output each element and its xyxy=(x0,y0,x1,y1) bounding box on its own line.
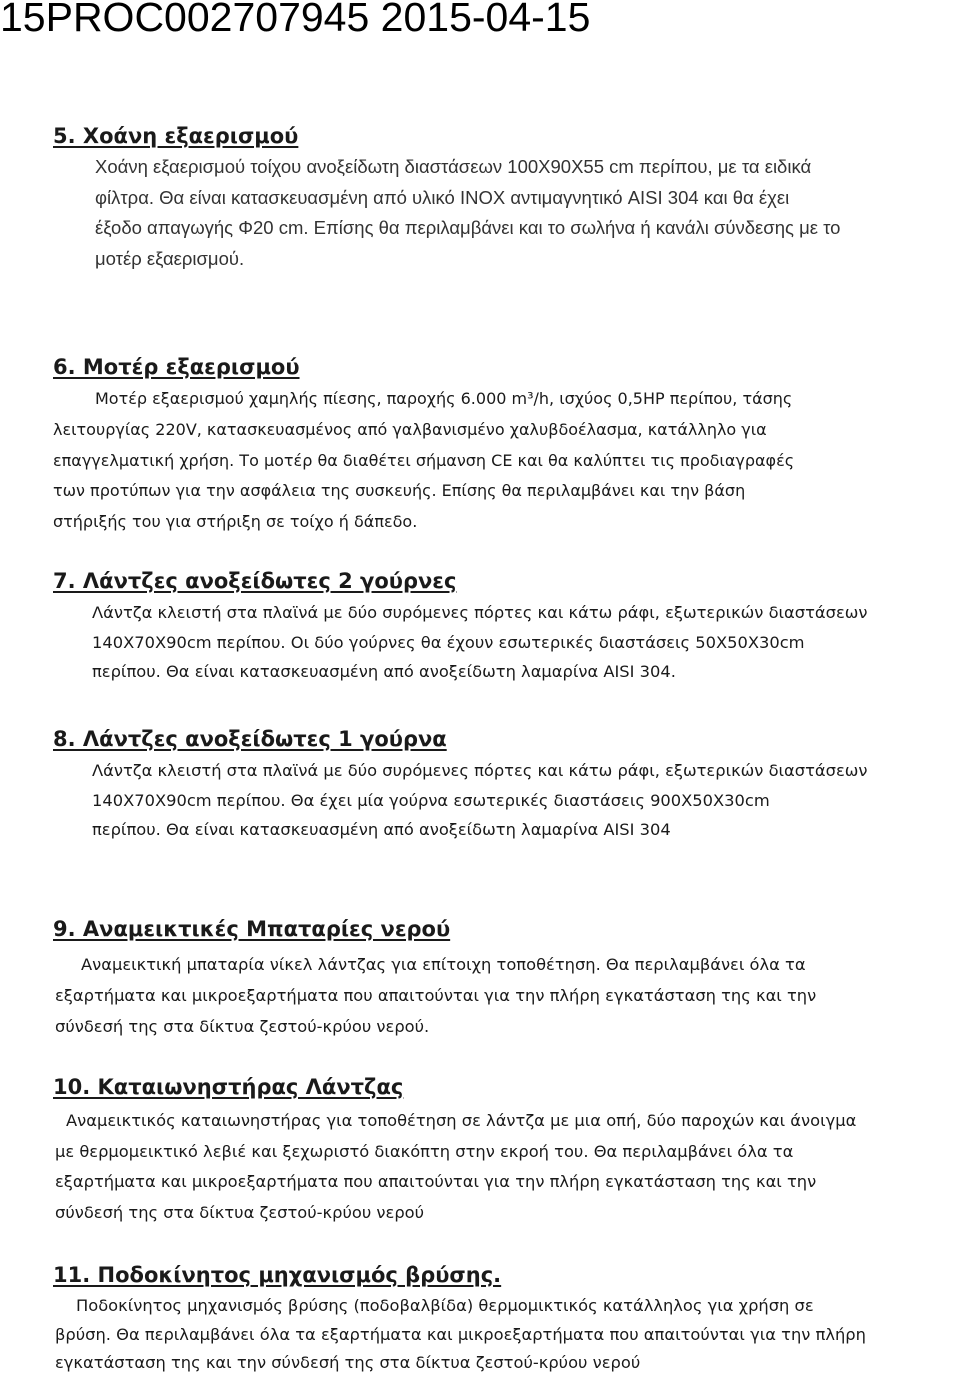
section-heading: 11. Ποδοκίνητος μηχανισμός βρύσης. xyxy=(53,1263,502,1287)
text-line: Λάντζα κλειστή στα πλαϊνά με δύο συρόμενες πόρτες και κάτω ράφι, εξωτερικών διαστάσεων xyxy=(92,761,868,780)
text-line: λειτουργίας 220V, κατασκευασμένος από γαλβανισμένο χαλυβδοέλασμα, κατάλληλο για xyxy=(53,419,767,439)
section-body xyxy=(92,756,952,845)
section-body xyxy=(55,949,935,1042)
document-id-header: 15PROC002707945 2015-04-15 xyxy=(0,0,591,40)
text-line: 140Χ70Χ90cm περίπου. Θα έχει μία γούρνα εσωτερικές διαστάσεις 900Χ50Χ30cm xyxy=(92,790,770,810)
section-body xyxy=(95,152,925,274)
section-body xyxy=(55,1292,950,1378)
text-line: Λάντζα κλειστή στα πλαϊνά με δύο συρόμενες πόρτες και κάτω ράφι, εξωτερικών διαστάσεων xyxy=(92,603,868,622)
section-heading: 7. Λάντζες ανοξείδωτες 2 γούρνες xyxy=(53,569,457,593)
text-line: εγκατάσταση της και την σύνδεσή της στα δίκτυα ζεστού-κρύου νερού xyxy=(55,1353,641,1372)
text-line: περίπου. Θα είναι κατασκευασμένη από ανοξείδωτη λαμαρίνα AISI 304. xyxy=(92,662,676,681)
text-line: εξαρτήματα και μικροεξαρτήματα που απαιτούνται για την πλήρη εγκατάσταση της και την xyxy=(55,1172,817,1191)
text-line: Μοτέρ εξαερισμού χαμηλής πίεσης, παροχής 6.000 m³/h, ισχύος 0,5HP περίπου, τάσης xyxy=(95,389,793,408)
section-heading: 8. Λάντζες ανοξείδωτες 1 γούρνα xyxy=(53,727,447,751)
section-body xyxy=(53,384,945,538)
section-heading: 6. Μοτέρ εξαερισμού xyxy=(53,355,300,379)
text-line: σύνδεσή της στα δίκτυα ζεστού-κρύου νερού xyxy=(55,1202,425,1222)
section-heading: 5. Χοάνη εξαερισμού xyxy=(53,124,299,148)
section-heading: 9. Αναμεικτικές Μπαταρίες νερού xyxy=(53,917,451,941)
text-line: Αναμεικτικός καταιωνηστήρας για τοποθέτηση σε λάντζα με μια οπή, δύο παροχών και άνοιγμα xyxy=(66,1111,857,1130)
text-line: Αναμεικτική μπαταρία νίκελ λάντζας για επίτοιχη τοποθέτηση. Θα περιλαμβάνει όλα τα xyxy=(81,955,806,974)
text-line: σύνδεσή της στα δίκτυα ζεστού-κρύου νερού. xyxy=(55,1017,430,1036)
section-body xyxy=(55,1106,950,1228)
text-line: φίλτρα. Θα είναι κατασκευασμένη από υλικό INOX αντιμαγνητικό AISI 304 και θα έχει xyxy=(95,186,790,208)
text-line: των προτύπων για την ασφάλεια της συσκευής. Επίσης θα περιλαμβάνει και την βάση xyxy=(53,481,746,501)
text-line: εξαρτήματα και μικροεξαρτήματα που απαιτούνται για την πλήρη εγκατάσταση της και την xyxy=(55,986,817,1005)
text-line: βρύση. Θα περιλαμβάνει όλα τα εξαρτήματα και μικροεξαρτήματα που απαιτούνται για την πλήρη xyxy=(55,1324,866,1344)
text-line: μοτέρ εξαερισμού. xyxy=(95,247,245,269)
section-body xyxy=(92,598,952,687)
text-line: περίπου. Θα είναι κατασκευασμένη από ανοξείδωτη λαμαρίνα AISI 304 xyxy=(92,820,671,839)
text-line: Ποδοκίνητος μηχανισμός βρύσης (ποδοβαλβίδα) θερμομικτικός κατάλληλος για χρήση σε xyxy=(76,1296,814,1315)
text-line: στήριξής του για στήριξη σε τοίχο ή δάπεδο. xyxy=(53,512,418,532)
section-heading: 10. Καταιωνηστήρας Λάντζας xyxy=(53,1075,404,1099)
text-line: Χοάνη εξαερισμού τοίχου ανοξείδωτη διαστάσεων 100Χ90Χ55 cm περίπου, με τα ειδικά xyxy=(95,156,812,177)
text-line: 140Χ70Χ90cm περίπου. Οι δύο γούρνες θα έχουν εσωτερικές διαστάσεις 50Χ50Χ30cm xyxy=(92,632,805,652)
text-line: επαγγελματική χρήση. Το μοτέρ θα διαθέτει σήμανση CE και θα καλύπτει τις προδιαγραφές xyxy=(53,450,795,470)
text-line: με θερμομεικτικό λεβιέ και ξεχωριστό διακόπτη στην εκροή του. Θα περιλαμβάνει όλα τα xyxy=(55,1141,794,1161)
text-line: έξοδο απαγωγής Φ20 cm. Επίσης θα περιλαμβάνει και το σωλήνα ή κανάλι σύνδεσης με το xyxy=(95,217,841,238)
